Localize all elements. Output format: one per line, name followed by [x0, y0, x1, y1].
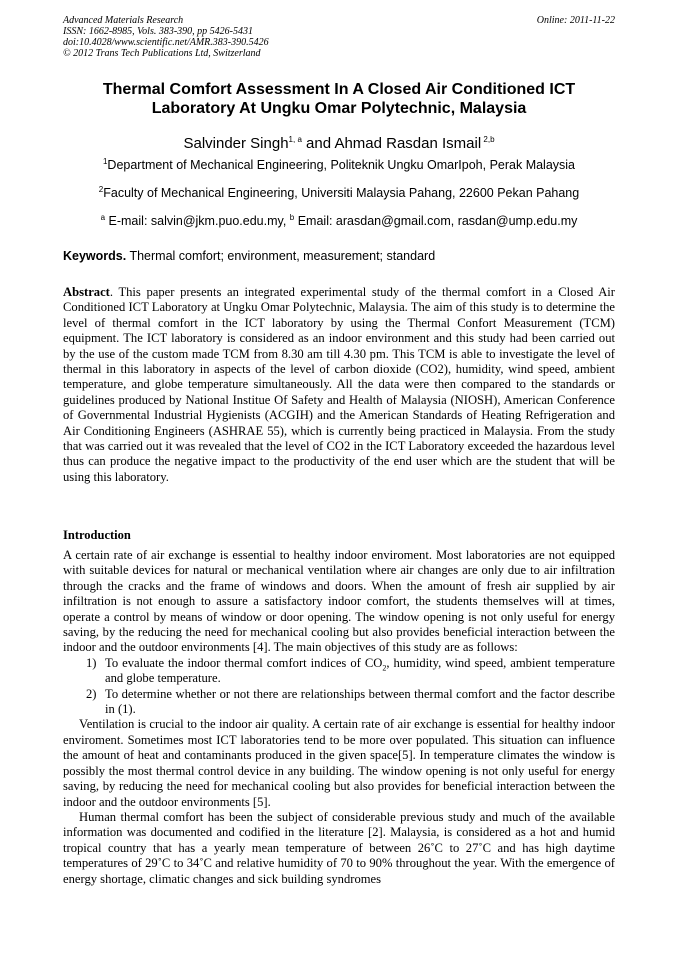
list-item [63, 687, 615, 718]
keywords-label: Keywords. [63, 249, 127, 263]
list-text-cont: , humidity, wind speed, ambient temperature and globe temperature. [105, 655, 615, 686]
abstract-text: . This paper presents an integrated experimental study of the thermal comfort in a Closed Air Conditioned ICT Laboratory at Ungku Omar Polytechnic, Malaysia. The aim of this study is to determine the level of thermal comfort in the ICT laboratory by using the Thermal Confort Measurement (TCM) equipment. The ICT laboratory is considered as an indoor environment and this study had been carried out by the use of the custom made TCM from 8.30 am till 4.30 pm. This TCM is able to investigate the level of thermal in this laboratory in aspects of the level of carbon dioxide (CO2), humidity, wind speed, ambient temperature, and globe temperature simultaneously. All the data were then compared to the standards or guidelines produced by National Institue Of Safety and Health of Malaysia (NIOSH), American Conference of Governmental Industrial Hygienists (ACGIH) and the American Standards of Heating Refrigeration and Air Conditioning Engineers (ASHRAE 55), which is currently being practiced in Malaysia. From the study that was carried out it was revealed that the level of CO2 in the ICT Laboratory exceeded the hazardous level thus can produce the negative impact to the productivity of the end user which are the student that will be using this laboratory. [63, 285, 615, 484]
abstract-paragraph [63, 285, 615, 485]
issn-line: ISSN: 1662-8985, Vols. 383-390, pp 5426-5431 [63, 26, 253, 37]
journal-header [63, 15, 615, 59]
intro-paragraph-3: Human thermal comfort has been the subject of considerable previous study and much of the available information was documented and codified in the literature [2]. Malaysia, is considered as a hot and humid tropical country that has a yearly mean temperature of between 26˚C to 27˚C and has high daytime temperatures of 29˚C to 34˚C and relative humidity of 70 to 90% throughout the year. With the emergence of energy shortage, climatic changes and sick building syndromes [63, 809, 615, 886]
list-number: 2) [86, 686, 97, 701]
email-line [63, 214, 615, 229]
author-2-marker: 2,b [481, 135, 495, 144]
affiliation-2-text: Faculty of Mechanical Engineering, Universiti Malaysia Pahang, 22600 Pekan Pahang [103, 186, 580, 200]
affiliation-1 [63, 158, 615, 173]
author-1: Salvinder Singh [183, 135, 289, 152]
online-date: Online: 2011-11-22 [536, 15, 615, 26]
abstract-label: Abstract [63, 285, 110, 299]
email-b-text: Email: arasdan@gmail.com, rasdan@ump.edu.my [294, 214, 578, 228]
journal-name: Advanced Materials Research [63, 15, 184, 26]
list-text: To determine whether or not there are relationships between thermal comfort and the factor describe in (1). [105, 686, 615, 717]
list-item [63, 656, 615, 687]
affiliation-2 [63, 186, 615, 201]
intro-paragraph-1: A certain rate of air exchange is essential to healthy indoor enviroment. Most laboratories are not equipped with suitable devices for natural or mechanical ventilation where air changes are only due to air infiltration through the cracks and the frame of windows and doors. When the amount of fresh air supplied by air infiltration is not enough to assure a satisfactory indoor comfort, the students themselves will at times, operate a control by means of window or door opening. The window opening is not only useful for energy saving, by the reducing the need for mechanical cooling but also provides beneficial interaction between the indoor and the outdoor environments [4]. The main objectives of this study are as follows: [63, 548, 615, 655]
affiliation-1-text: Department of Mechanical Engineering, Politeknik Ungku OmarIpoh, Perak Malaysia [107, 158, 576, 172]
email-a-marker: a [100, 212, 106, 222]
doi-line: doi:10.4028/www.scientific.net/AMR.383-390.5426 [63, 37, 269, 48]
affiliation-2-marker: 2 [98, 184, 104, 194]
subscript: 2 [382, 663, 387, 673]
introduction-section [63, 548, 615, 887]
keywords-text: Thermal comfort; environment, measurement; standard [126, 249, 436, 263]
copyright-line: © 2012 Trans Tech Publications Ltd, Switzerland [63, 48, 261, 59]
list-text: To evaluate the indoor thermal comfort indices of CO [105, 655, 383, 670]
introduction-heading: Introduction [63, 528, 131, 542]
author-1-marker: 1, a [288, 135, 302, 144]
objectives-list [63, 656, 615, 718]
paper-title: Thermal Comfort Assessment In A Closed Air Conditioned ICT Laboratory At Ungku Omar Polytechnic, Malaysia [102, 81, 576, 117]
intro-paragraph-2: Ventilation is crucial to the indoor air quality. A certain rate of air exchange is essential for healthy indoor enviroment. Sometimes most ICT laboratories tend to be more over populated. This situation can influence the amount of heat and contaminants produced in the given space[5]. In temperature climates the window is possibly the most thermal control device in any building. The window opening is not only useful for energy saving, by reducing the need for mechanical cooling but also provides for beneficial interaction between the indoor and the outdoor environments [5]. [63, 717, 615, 809]
list-number: 1) [86, 655, 97, 670]
email-a-text: E-mail: salvin@jkm.puo.edu.my, [105, 214, 290, 228]
author-line [63, 135, 615, 153]
email-b-marker: b [289, 212, 295, 222]
keywords-line [63, 249, 615, 264]
author-conjunction: and [301, 135, 335, 152]
author-2: Ahmad Rasdan Ismail [334, 135, 482, 152]
affiliation-1-marker: 1 [102, 156, 108, 166]
